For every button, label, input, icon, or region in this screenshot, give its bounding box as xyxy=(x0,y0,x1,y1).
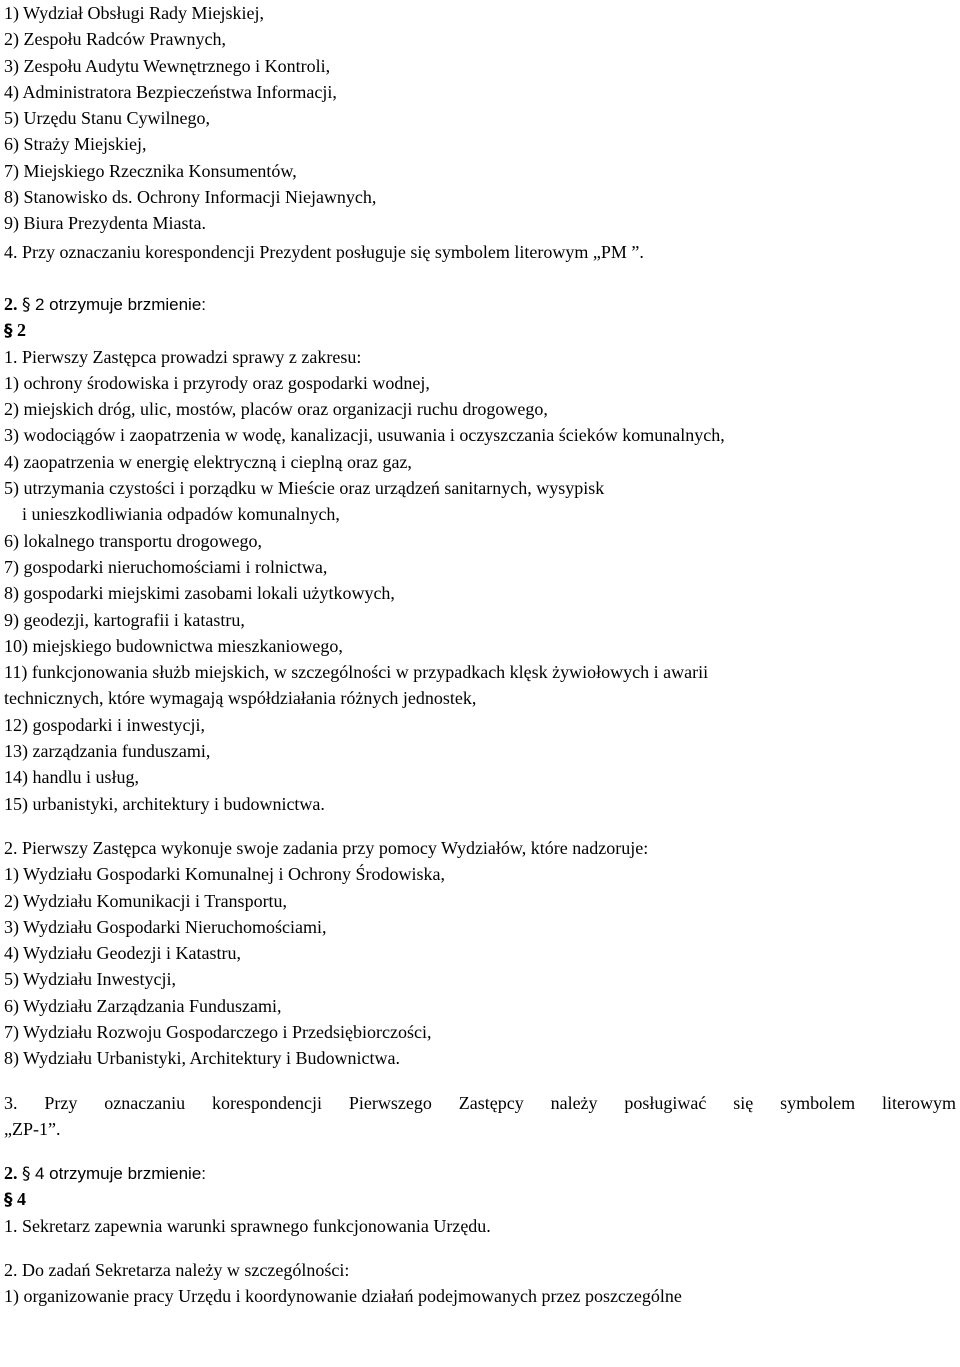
point-3-line: 3. Przy oznaczaniu korespondencji Pierwszego Zastępcy należy posługiwać się symbolem literowym xyxy=(4,1092,956,1113)
section-2-departments xyxy=(4,835,956,1072)
spacer xyxy=(4,1142,956,1160)
list-item: 7) Miejskiego Rzecznika Konsumentów, xyxy=(4,160,297,181)
list-item: 2) miejskich dróg, ulic, mostów, placów oraz organizacji ruchu drogowego, xyxy=(4,399,548,420)
list-item: 1) ochrony środowiska i przyrody oraz gospodarki wodnej, xyxy=(4,372,430,393)
list-item: 6) lokalnego transportu drogowego, xyxy=(4,530,262,551)
list-item: 4) Wydziału Geodezji i Katastru, xyxy=(4,943,242,964)
list-item: 7) Wydziału Rozwoju Gospodarczego i Przedsiębiorczości, xyxy=(4,1021,432,1042)
amendment-number: 2. xyxy=(4,1163,18,1184)
section-sign-icon: § xyxy=(4,321,13,342)
list-item: 9) geodezji, kartografii i katastru, xyxy=(4,609,245,630)
top-list xyxy=(4,0,956,237)
point-1: 1. Sekretarz zapewnia warunki sprawnego funkcjonowania Urzędu. xyxy=(4,1215,491,1236)
paragraph-heading-2 xyxy=(4,317,956,343)
amendment-number: 2. xyxy=(4,293,18,314)
section-sign-icon: § xyxy=(22,1164,31,1185)
list-item: 3) wodociągów i zaopatrzenia w wodę, kanalizacji, usuwania i oczyszczania ścieków komunalnych, xyxy=(4,425,725,446)
list-item: 8) Stanowisko ds. Ochrony Informacji Niejawnych, xyxy=(4,187,377,208)
list-item: 2) Wydziału Komunikacji i Transportu, xyxy=(4,890,288,911)
list-item: 3) Zespołu Audytu Wewnętrznego i Kontroli, xyxy=(4,55,331,76)
amendment-text: 4 otrzymuje brzmienie: xyxy=(35,1164,207,1184)
amendment-paragraph-2 xyxy=(4,291,956,317)
paragraph-heading-number: 2 xyxy=(17,320,26,341)
list-item: 1) organizowanie pracy Urzędu i koordynowanie działań podejmowanych przez poszczególne xyxy=(4,1286,682,1307)
spacer xyxy=(4,817,956,835)
spacer xyxy=(4,1239,956,1257)
point-4-pm-symbol: 4. Przy oznaczaniu korespondencji Prezydent posługuje się symbolem literowym „PM ”. xyxy=(4,241,644,262)
list-item: 3) Wydziału Gospodarki Nieruchomościami, xyxy=(4,916,327,937)
list-item: 8) Wydziału Urbanistyki, Architektury i Budownictwa. xyxy=(4,1048,401,1069)
section-2-scope xyxy=(4,344,956,817)
list-item-continuation: i unieszkodliwiania odpadów komunalnych, xyxy=(22,504,340,525)
list-item: 9) Biura Prezydenta Miasta. xyxy=(4,213,206,234)
list-item-continuation: technicznych, które wymagają współdziałania różnych jednostek, xyxy=(4,688,477,709)
list-item: 13) zarządzania funduszami, xyxy=(4,741,211,762)
list-item: 5) Wydziału Inwestycji, xyxy=(4,969,177,990)
list-item: 8) gospodarki miejskimi zasobami lokali użytkowych, xyxy=(4,583,395,604)
list-item: 4) zaopatrzenia w energię elektryczną i cieplną oraz gaz, xyxy=(4,451,412,472)
list-item: 2) Zespołu Radców Prawnych, xyxy=(4,29,226,50)
list-item: 14) handlu i usług, xyxy=(4,767,139,788)
list-item: 12) gospodarki i inwestycji, xyxy=(4,714,205,735)
amendment-text: 2 otrzymuje brzmienie: xyxy=(35,294,207,314)
list-item: 11) funkcjonowania służb miejskich, w szczególności w przypadkach klęsk żywiołowych i awarii xyxy=(4,662,709,683)
section-intro: 1. Pierwszy Zastępca prowadzi sprawy z zakresu: xyxy=(4,346,362,367)
list-item: 6) Straży Miejskiej, xyxy=(4,134,147,155)
list-item: 7) gospodarki nieruchomościami i rolnictwa, xyxy=(4,556,328,577)
document-page xyxy=(4,0,956,1310)
list-item: 15) urbanistyki, architektury i budownictwa. xyxy=(4,793,325,814)
section-intro: 2. Pierwszy Zastępca wykonuje swoje zadania przy pomocy Wydziałów, które nadzoruje: xyxy=(4,837,649,858)
section-sign-icon: § xyxy=(22,294,31,315)
section-4-secretary xyxy=(4,1213,956,1310)
list-item: 1) Wydział Obsługi Rady Miejskiej, xyxy=(4,3,265,23)
spacer xyxy=(4,1072,956,1090)
list-item: 5) utrzymania czystości i porządku w Mieście oraz urządzeń sanitarnych, wysypisk xyxy=(4,478,605,499)
point-2: 2. Do zadań Sekretarza należy w szczególności: xyxy=(4,1260,350,1281)
list-item: 10) miejskiego budownictwa mieszkaniowego, xyxy=(4,635,343,656)
section-sign-icon: § xyxy=(4,1190,13,1211)
point-3-symbol: „ZP-1”. xyxy=(4,1118,61,1139)
paragraph-heading-4 xyxy=(4,1186,956,1212)
list-item: 4) Administratora Bezpieczeństwa Informacji, xyxy=(4,81,337,102)
list-item: 6) Wydziału Zarządzania Funduszami, xyxy=(4,995,282,1016)
list-item: 5) Urzędu Stanu Cywilnego, xyxy=(4,108,210,129)
section-2-symbol xyxy=(4,1090,956,1143)
paragraph-heading-number: 4 xyxy=(17,1189,26,1210)
list-item: 1) Wydziału Gospodarki Komunalnej i Ochrony Środowiska, xyxy=(4,864,446,885)
amendment-paragraph-4 xyxy=(4,1160,956,1186)
